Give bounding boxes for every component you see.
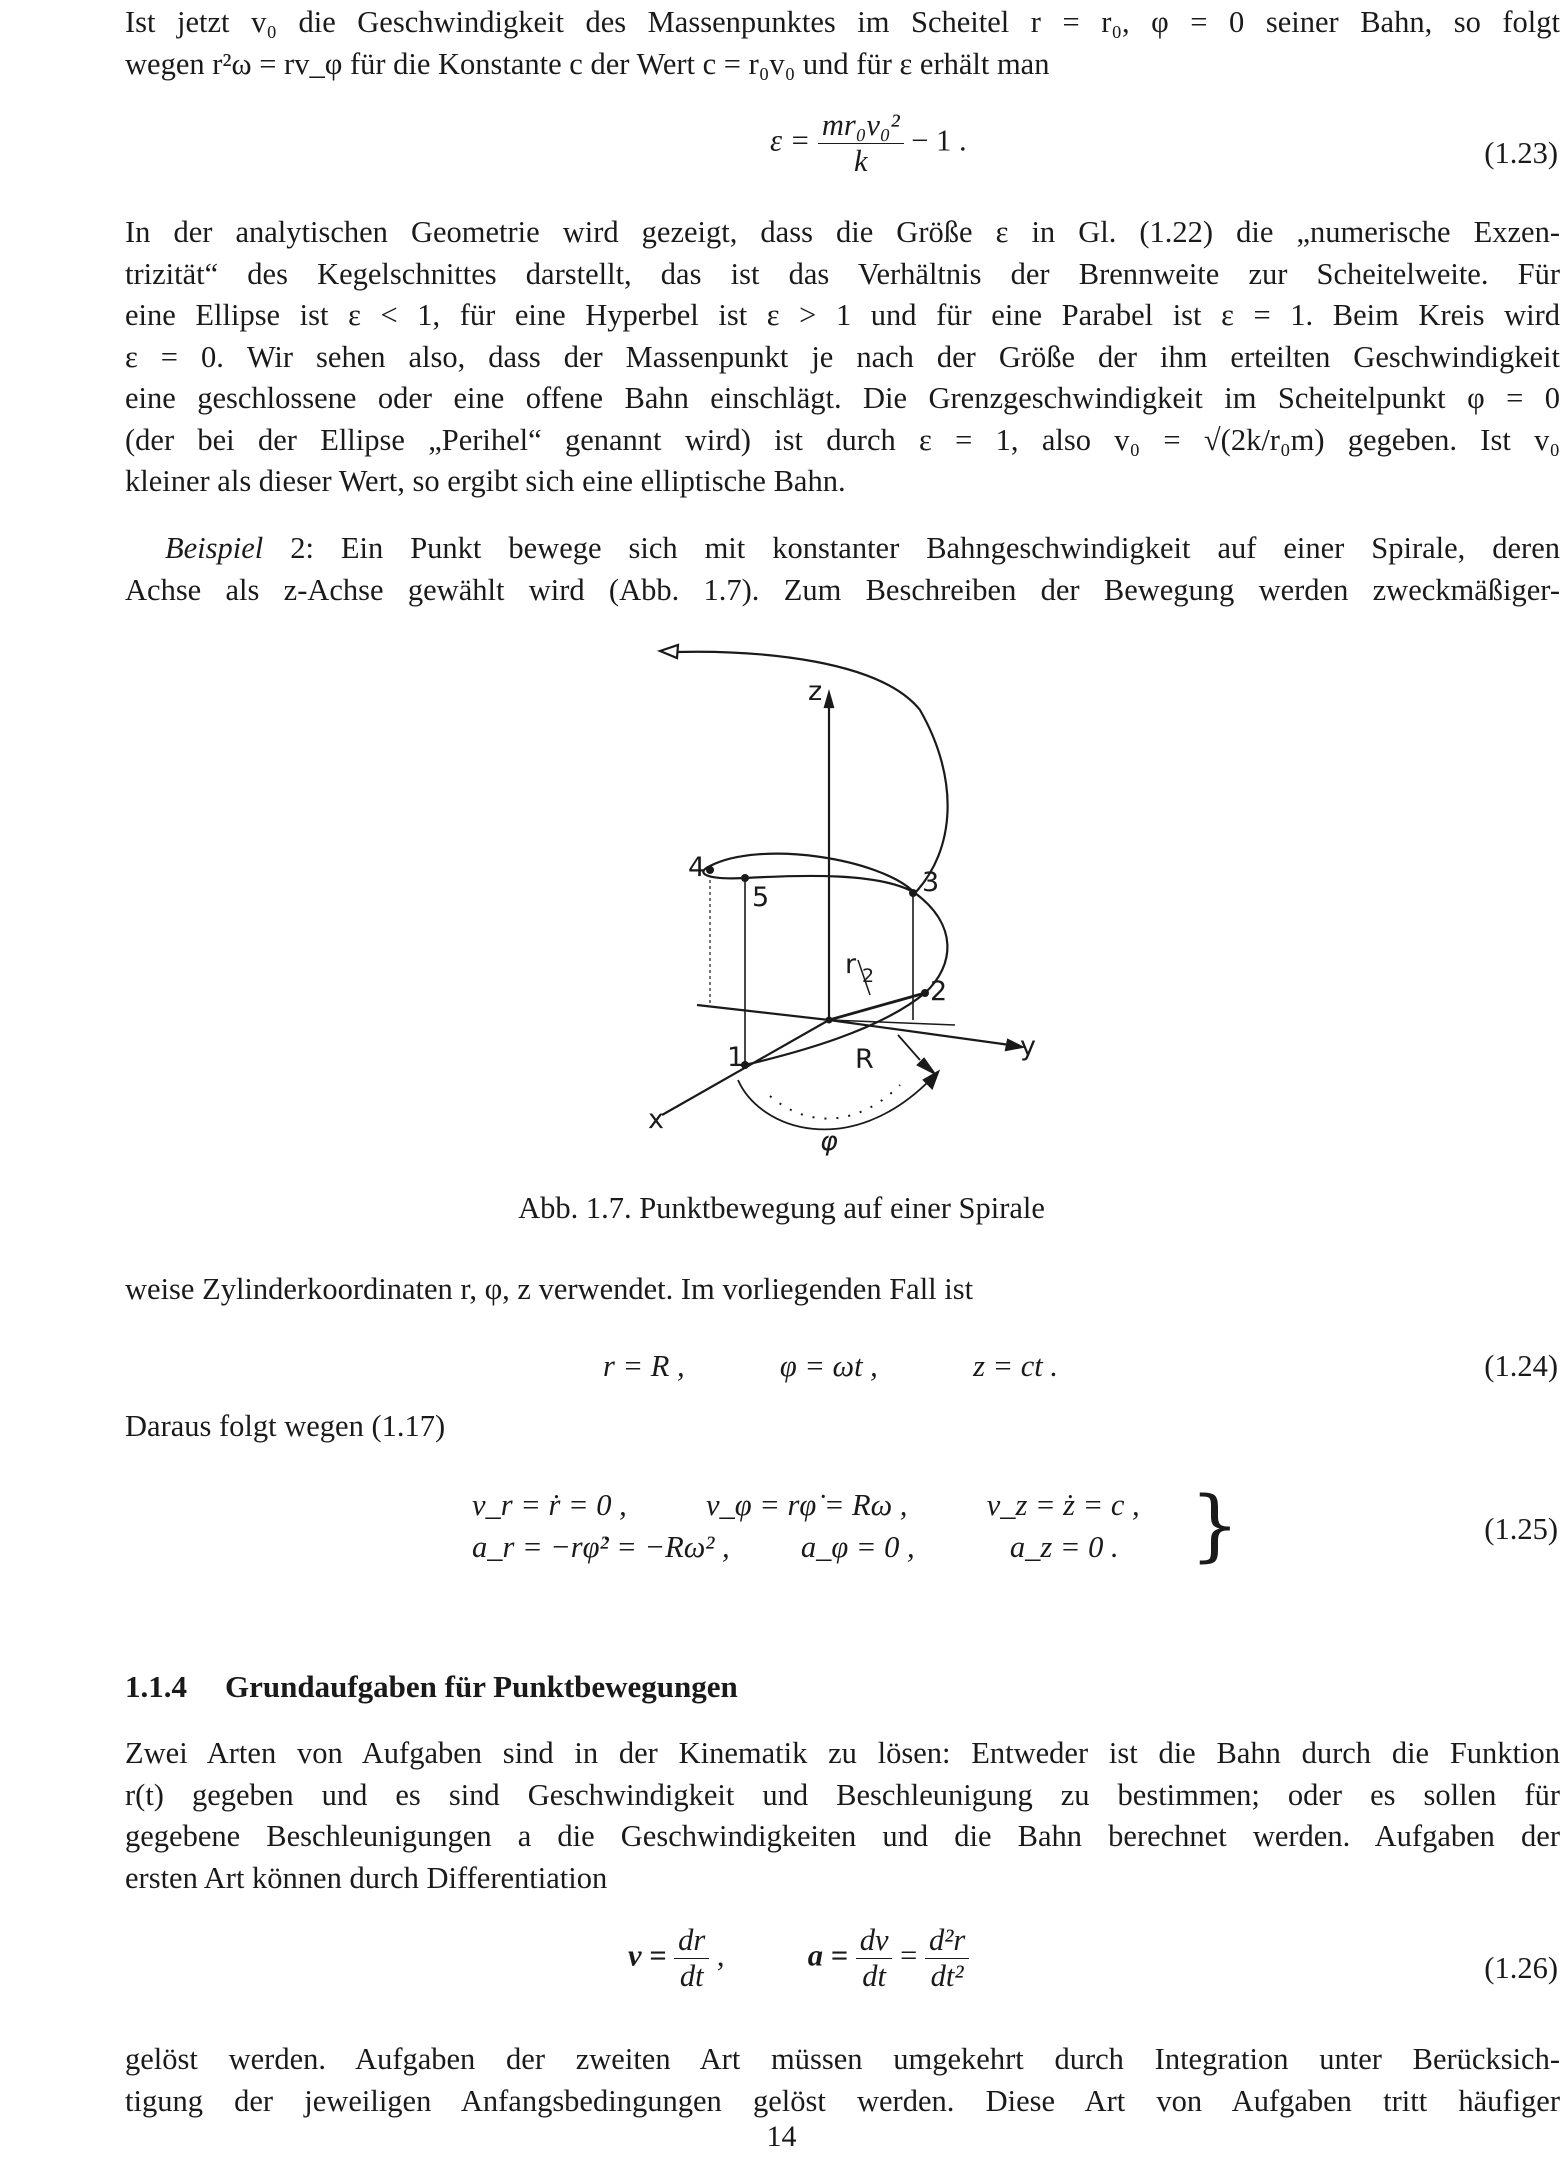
label-y: y [1020, 1031, 1036, 1062]
equation-number: (1.24) [1484, 1349, 1558, 1383]
separator: , [716, 1938, 725, 1973]
text-line: (der bei der Ellipse „Perihel“ genannt wird) ist durch ε = 1, also v₀ = √(2k/r₀m) gegeben. Ist v₀ [125, 422, 1560, 457]
radius-line [829, 993, 925, 1020]
section-number: 1.1.4 [125, 1669, 187, 1704]
eq-lhs: ε = [770, 123, 811, 158]
point-5-dot [741, 874, 749, 882]
text-line: Daraus folgt wegen (1.17) [125, 1409, 446, 1443]
equation-1-25-row-1 [472, 1488, 1140, 1523]
label-phi: φ [820, 1126, 838, 1157]
point-2-dot [921, 989, 929, 997]
point-3-dot [909, 889, 917, 897]
section-heading [125, 1669, 738, 1705]
fraction-denominator: dt [679, 1959, 704, 1993]
text-line: Ist jetzt v₀ die Geschwindigkeit des Massenpunktes im Scheitel r = r₀, φ = 0 seiner Bahn, so folgt [125, 5, 1560, 39]
text-line: gelöst werden. Aufgaben der zweiten Art müssen umgekehrt durch Integration unter Berücksich- [125, 2042, 1560, 2076]
spiral-end-arrowhead [660, 645, 678, 658]
text-line: kleiner als dieser Wert, so ergibt sich eine elliptische Bahn. [125, 464, 846, 498]
text-line: gegebene Beschleunigungen a die Geschwindigkeiten und die Bahn berechnet werden. Aufgaben der [125, 1819, 1560, 1853]
point-4-dot [706, 866, 714, 874]
fraction [856, 1923, 893, 1994]
equation-number: (1.26) [1484, 1951, 1558, 1985]
R-marker [898, 1035, 920, 1060]
label-point-1: 1 [727, 1042, 745, 1073]
label-point-2: 2 [930, 976, 948, 1007]
example-text: 2: Ein Punkt bewege sich mit konstanter Bahngeschwindigkeit auf einer Spirale, deren [290, 531, 1561, 565]
eq-ar: a_r = −rφ̇² = −Rω² , [472, 1530, 730, 1564]
paragraph-cylinder [125, 1269, 1560, 1311]
fraction-denominator: k [853, 144, 868, 178]
page-number: 14 [766, 2120, 797, 2153]
equation-1-25-row-2 [472, 1530, 1119, 1565]
text-line: ersten Art können durch Differentiation [125, 1860, 608, 1895]
text-line: weise Zylinderkoordinaten r, φ, z verwendet. Im vorliegenden Fall ist [125, 1272, 974, 1306]
phi-arrowhead [924, 1072, 938, 1088]
text-line: eine geschlossene oder eine offene Bahn einschlägt. Die Grenzgeschwindigkeit im Scheitelpunkt φ = 0 [125, 381, 1560, 415]
eq-r: r = R , [603, 1349, 685, 1383]
text-line: r(t) gegeben und es sind Geschwindigkeit und Beschleunigung zu bestimmen; oder es sollen für [125, 1777, 1560, 1812]
phi-arc [738, 1080, 930, 1129]
text-line: Zwei Arten von Aufgaben sind in der Kinematik zu lösen: Entweder ist die Bahn durch die Funktion [125, 1736, 1560, 1770]
text-line: tigung der jeweiligen Anfangsbedingungen gelöst werden. Diese Art von Aufgaben tritt häufiger [125, 2083, 1560, 2118]
text-line: Achse als z-Achse gewählt wird (Abb. 1.7). Zum Beschreiben der Bewegung werden zweckmäßiger- [125, 572, 1560, 607]
fraction [925, 1923, 969, 1994]
label-x: x [648, 1104, 664, 1135]
label-z: z [808, 676, 823, 707]
origin-dot [826, 1017, 833, 1024]
fraction-denominator: dt² [930, 1959, 964, 1993]
fraction [674, 1923, 709, 1994]
eq-vphi: v_φ = rφ̇ = Rω , [705, 1488, 908, 1522]
label-point-4: 4 [688, 852, 706, 883]
equation-1-26 [628, 1923, 969, 1994]
eq-rhs: − 1 . [911, 123, 967, 158]
z-axis-arrowhead [825, 693, 833, 707]
fraction-numerator: dr [674, 1923, 709, 1959]
eq-aphi: a_φ = 0 , [800, 1530, 915, 1564]
label-point-5: 5 [752, 882, 770, 913]
figure-caption: Abb. 1.7. Punktbewegung auf einer Spirale [518, 1191, 1045, 1225]
label-r2: r [845, 949, 857, 980]
equation-number: (1.23) [1484, 136, 1558, 170]
phi-arc-dotted [770, 1085, 900, 1119]
text-line: eine Ellipse ist ε < 1, für eine Hyperbel ist ε > 1 und für eine Parabel ist ε = 1. Beim Kreis wird [125, 298, 1560, 332]
eq-z: z = ct . [973, 1349, 1059, 1383]
right-brace: } [1190, 1481, 1240, 1571]
eq-vz: v_z = ż = c , [986, 1488, 1140, 1522]
R-arrowhead [918, 1059, 934, 1073]
fraction-numerator: dv [856, 1923, 893, 1959]
label-R: R [855, 1044, 874, 1075]
label-point-3: 3 [922, 867, 940, 898]
eq-vr: v_r = ṙ = 0 , [472, 1488, 627, 1522]
paragraph-daraus [125, 1406, 1560, 1448]
back-axis-line [697, 1005, 829, 1020]
label-r2-subscript: 2 [862, 965, 875, 987]
fraction-denominator: dt [862, 1959, 886, 1993]
eq-az: a_z = 0 . [1009, 1530, 1119, 1564]
text-line: In der analytischen Geometrie wird gezeigt, dass die Größe ε in Gl. (1.22) die „numerische Exzen- [125, 215, 1560, 249]
text-line: wegen r²ω = rv_φ für die Konstante c der Wert c = r₀v₀ und für ε erhält man [125, 46, 1050, 81]
fraction-numerator: d²r [925, 1923, 969, 1959]
fraction-numerator: mr₀v₀² [818, 108, 904, 144]
eq-phi: φ = ωt , [779, 1349, 878, 1383]
text-line: ε = 0. Wir sehen also, dass der Massenpunkt je nach der Größe der ihm erteilten Geschwindigkeit [125, 339, 1560, 374]
text-line: trizität“ des Kegelschnittes darstellt, das ist das Verhältnis der Brennweite zur Scheitelweite. Für [125, 256, 1560, 291]
example-label: Beispiel [165, 531, 264, 565]
section-title: Grundaufgaben für Punktbewegungen [225, 1669, 738, 1704]
equals: = [900, 1938, 918, 1973]
paragraph-integration [125, 2039, 1560, 2122]
paragraph-tasks [125, 1733, 1560, 1899]
eq-v: v = [628, 1938, 667, 1973]
equation-1-24 [603, 1349, 1058, 1384]
spiral-upper-loop [703, 854, 915, 893]
eq-a: a = [807, 1938, 849, 1973]
equation-number: (1.25) [1484, 1512, 1558, 1546]
